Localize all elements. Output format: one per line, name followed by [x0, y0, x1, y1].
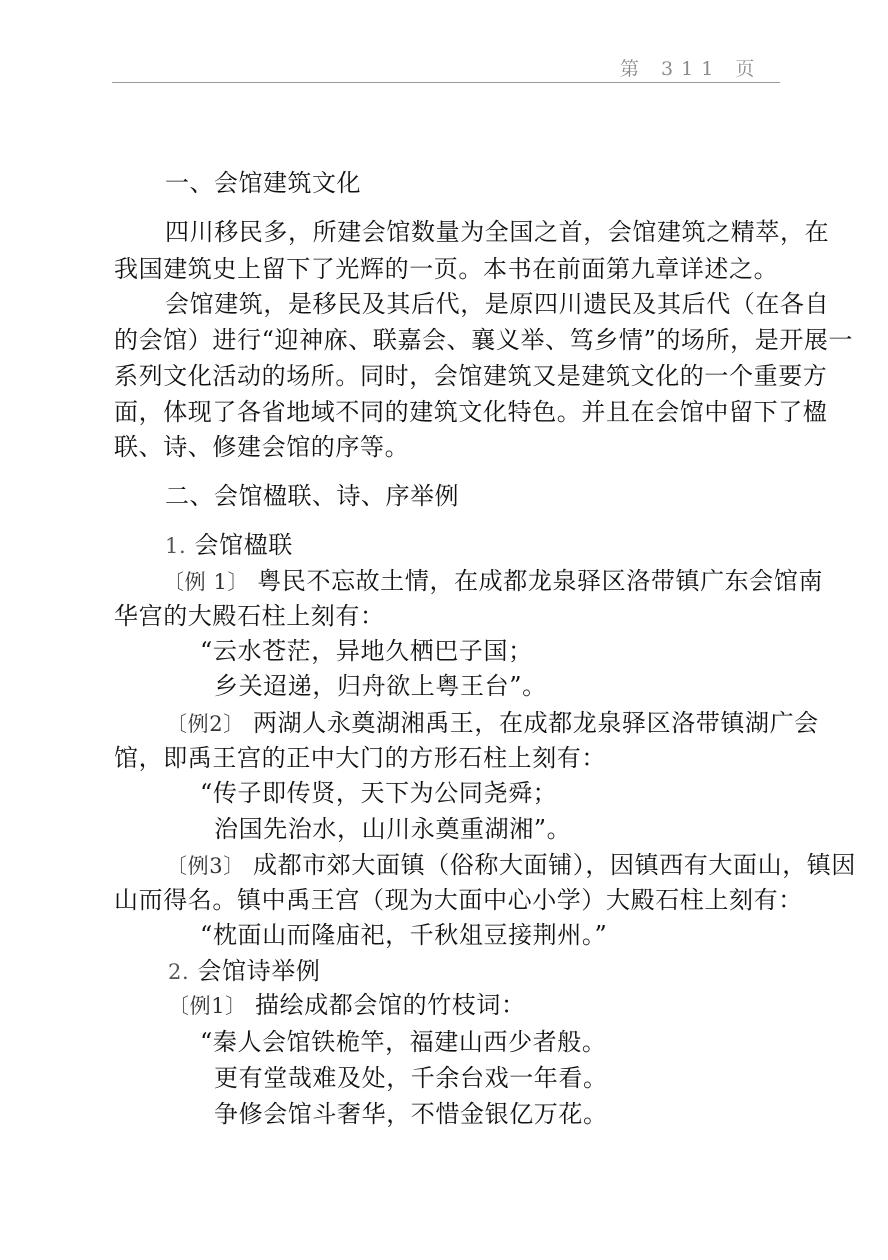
subsection-heading-1: [165, 530, 293, 561]
example-2-line-2: 馆，即禹王宫的正中大门的方形石柱上刻有：: [114, 744, 606, 772]
example-2-line-1: [166, 708, 819, 739]
subsection-title: 会馆楹联: [194, 531, 293, 559]
poem-line-3: 争修会馆斗奢华，不惜金银亿万花。: [214, 1100, 608, 1128]
paragraph-2-line-2: 的会馆）进行“迎神庥、联嘉会、襄义举、笃乡情”的场所，是开展一: [114, 326, 854, 354]
example-label: 〔例3〕: [166, 854, 245, 878]
example-text: 描绘成都会馆的竹枝词：: [255, 991, 526, 1019]
example-1-line-1: [163, 566, 823, 597]
example-text: 成都市郊大面镇（俗称大面铺），因镇西有大面山，镇因: [253, 851, 856, 879]
section-heading-1: 一、会馆建筑文化: [165, 169, 361, 197]
example-label: 〔例2〕: [166, 712, 245, 736]
example-text: 两湖人永奠湖湘禹王，在成都龙泉驿区洛带镇湖广会: [253, 709, 819, 737]
example-3-line-2: 山而得名。镇中禹王宫（现为大面中心小学）大殿石柱上刻有：: [114, 886, 803, 914]
paragraph-2-line-5: 联、诗、修建会馆的序等。: [114, 433, 410, 461]
example-text: 粤民不忘故土情，在成都龙泉驿区洛带镇广东会馆南: [257, 567, 824, 595]
couplet-1-line-1: “云水苍茫，异地久栖巴子国；: [200, 637, 533, 665]
paragraph-1-line-2: 我国建筑史上留下了光辉的一页。本书在前面第九章详述之。: [114, 255, 779, 283]
page-header: [0, 0, 888, 90]
page-number: 第 311 页: [620, 58, 763, 80]
subsection-number: 2.: [168, 960, 190, 984]
paragraph-2-line-1: 会馆建筑，是移民及其后代，是原四川遗民及其后代（在各自: [165, 290, 830, 318]
subsection-number: 1.: [165, 534, 187, 558]
poem-line-2: 更有堂哉难及处，千余台戏一年看。: [214, 1064, 608, 1092]
subsection-heading-2: [168, 956, 320, 987]
paragraph-1-line-1: 四川移民多，所建会馆数量为全国之首，会馆建筑之精萃，在: [165, 218, 830, 246]
subsection-title: 会馆诗举例: [197, 957, 321, 985]
couplet-2-line-2: 治国先治水，山川永奠重湖湘”。: [214, 815, 572, 843]
couplet-2-line-1: “传子即传贤，天下为公同尧舜；: [200, 779, 558, 807]
header-rule: [112, 82, 780, 83]
example-4-line-1: [168, 990, 526, 1021]
poem-line-1: “秦人会馆铁桅竿，福建山西少者般。: [200, 1028, 607, 1056]
couplet-1-line-2: 乡关迢递，归舟欲上粤王台”。: [214, 672, 547, 700]
example-3-line-1: [166, 850, 856, 881]
couplet-3-line-1: “枕面山而隆庙祀，千秋俎豆接荆州。”: [200, 921, 608, 949]
paragraph-2-line-3: 系列文化活动的场所。同时，会馆建筑又是建筑文化的一个重要方: [114, 362, 828, 390]
example-1-line-2: 华宫的大殿石柱上刻有：: [114, 602, 385, 630]
section-heading-2: 二、会馆楹联、诗、序举例: [165, 482, 459, 510]
paragraph-2-line-4: 面，体现了各省地域不同的建筑文化特色。并且在会馆中留下了楹: [114, 398, 828, 426]
example-label: 〔例1〕: [168, 994, 247, 1018]
example-label: 〔例 1〕: [163, 570, 250, 594]
